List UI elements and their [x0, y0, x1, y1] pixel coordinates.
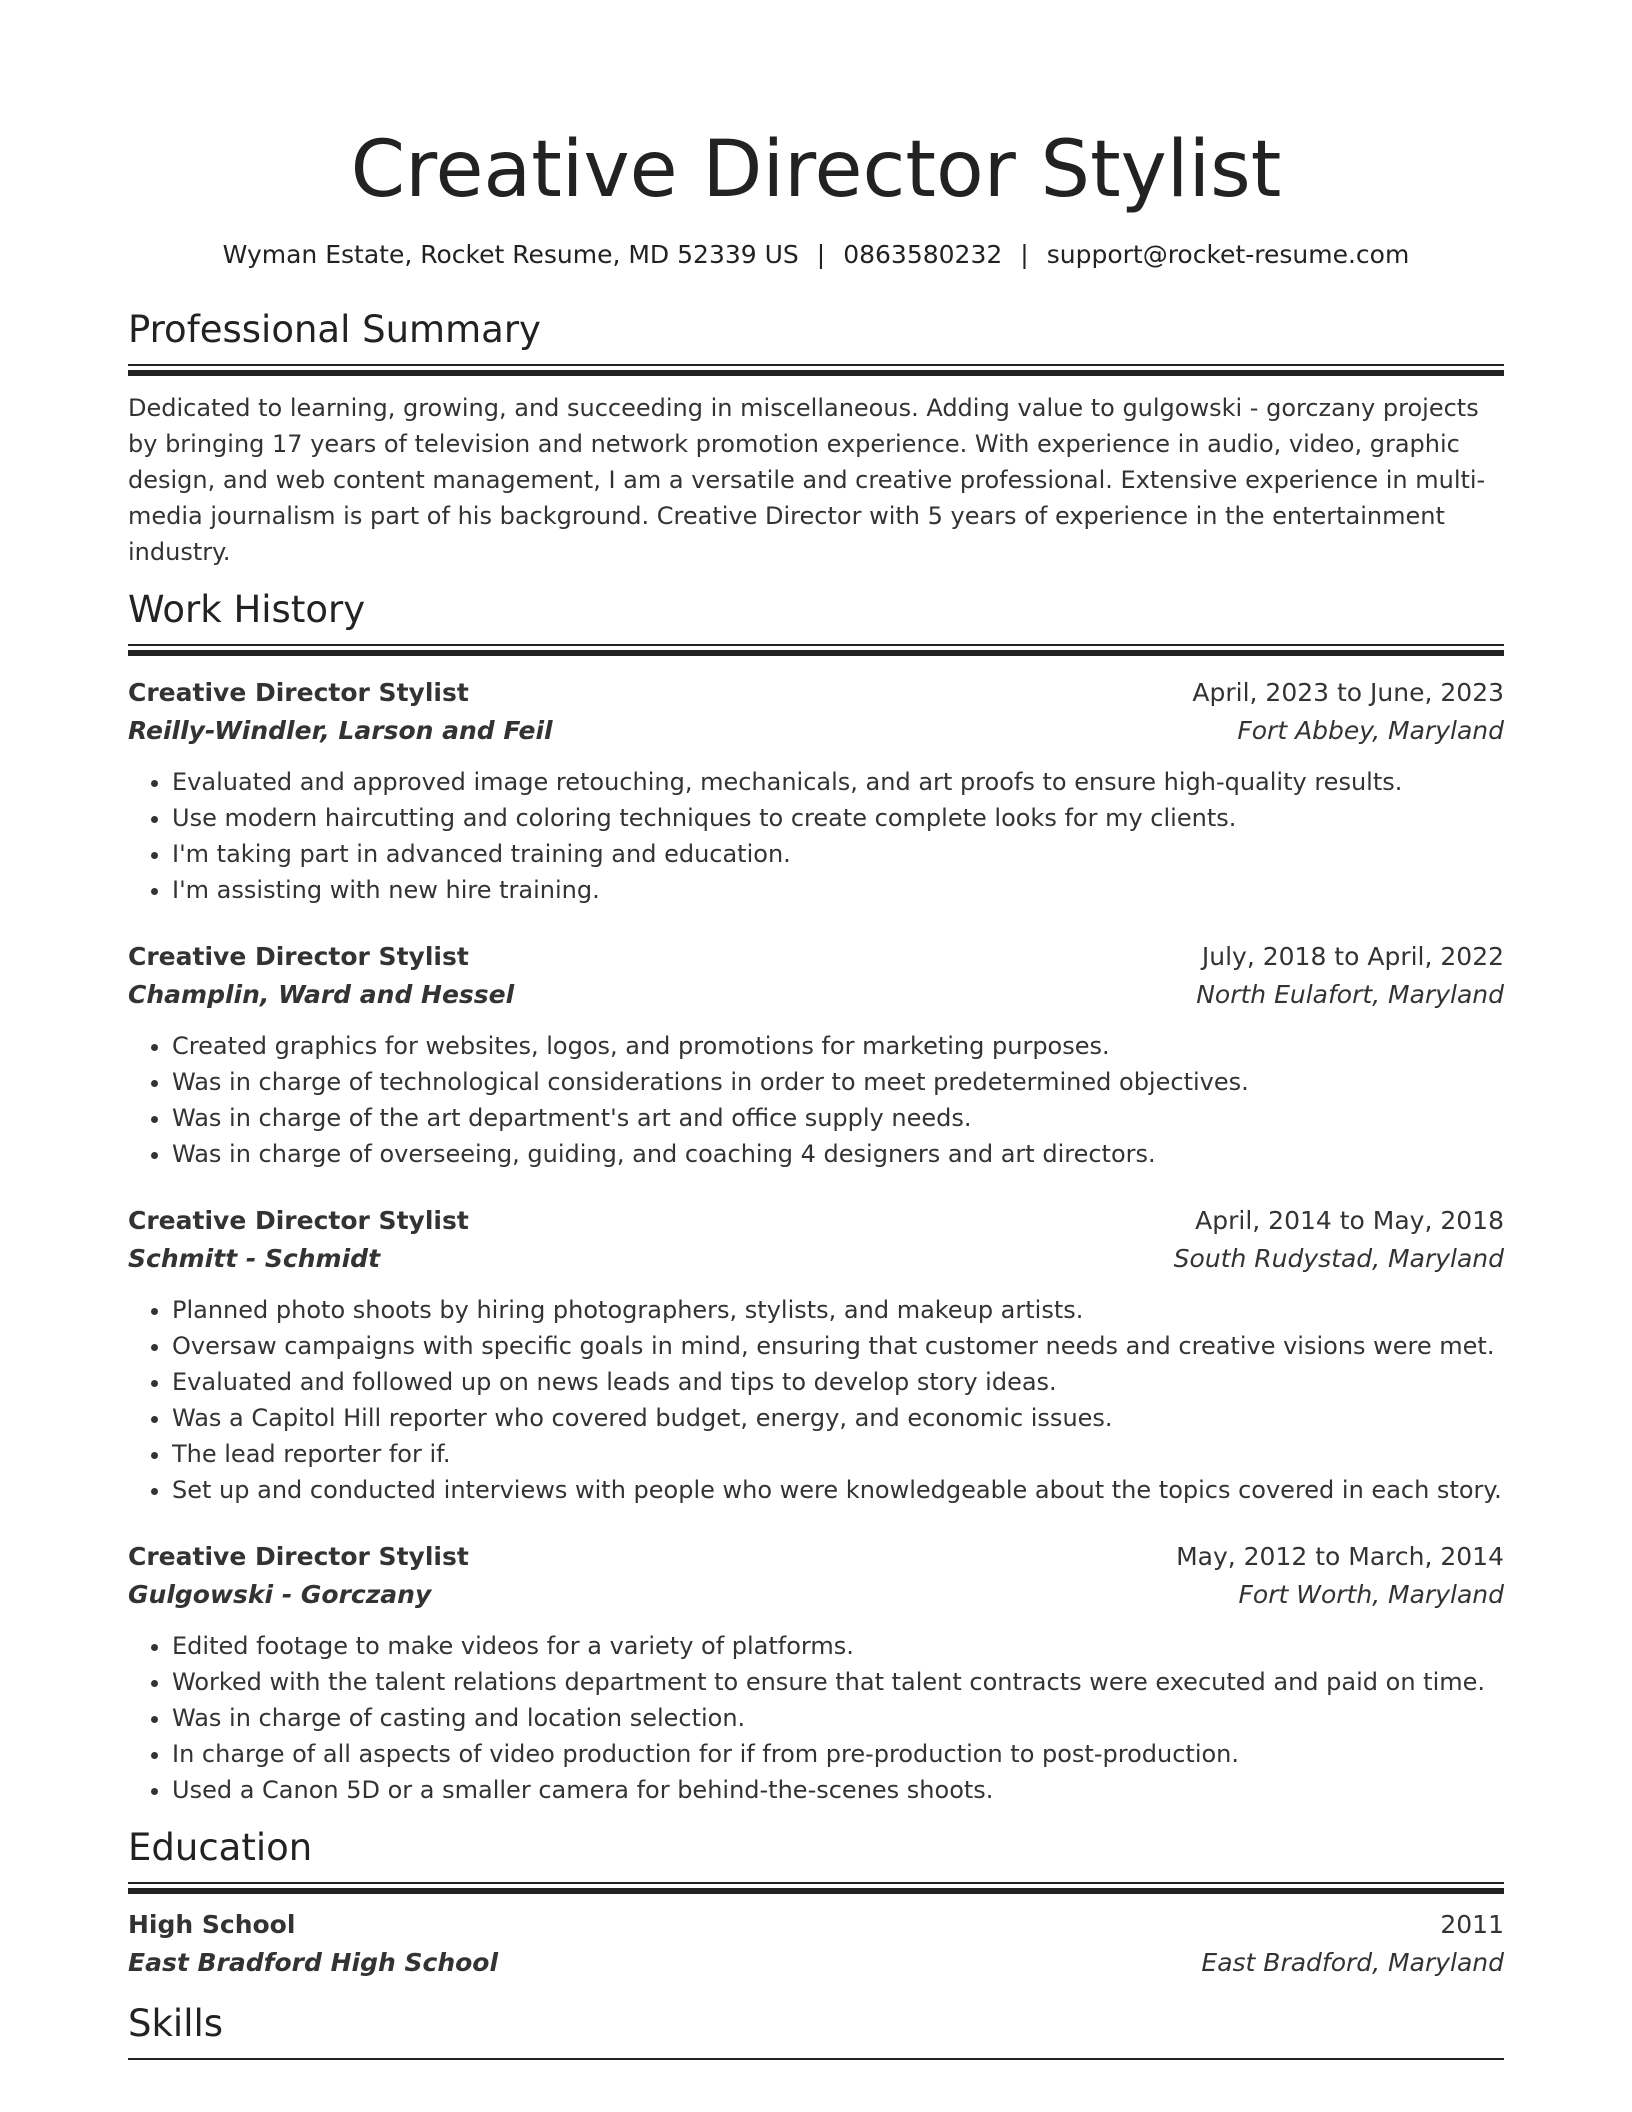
- job-company: Gulgowski - Gorczany: [128, 1580, 432, 1609]
- job-bullets: [128, 1628, 1504, 1808]
- job-location: North Eulafort, Maryland: [1196, 980, 1504, 1009]
- job-dates: May, 2012 to March, 2014: [1176, 1542, 1504, 1571]
- bullet-item: • In charge of all aspects of video production for if from pre-production to post-production.: [172, 1736, 1504, 1772]
- summary-section: [128, 306, 1504, 570]
- bullet-item: • Was a Capitol Hill reporter who covered budget, energy, and economic issues.: [172, 1400, 1504, 1436]
- summary-text: Dedicated to learning, growing, and succeeding in miscellaneous. Adding value to gulgowski - gorczany projects by bringing 17 years of television and network promotion experience. With experience in audio, video, graphic design, and web content management, I am a versatile and creative professional. Extensive experience in multi-media journalism is part of his background. Creative Director with 5 years of experience in the entertainment industry.: [128, 394, 1486, 566]
- job-dates: April, 2014 to May, 2018: [1195, 1206, 1504, 1235]
- contact-phone: 0863580232: [843, 240, 1003, 269]
- education-section: [128, 1824, 1504, 1982]
- job-company: Champlin, Ward and Hessel: [128, 980, 515, 1009]
- job-location: South Rudystad, Maryland: [1173, 1244, 1504, 1273]
- work-history-section: [128, 586, 1504, 1808]
- job-entry: [128, 1202, 1504, 1508]
- contact-separator: |: [1020, 240, 1029, 269]
- job-location: Fort Abbey, Maryland: [1237, 716, 1504, 745]
- bullet-item: • Used a Canon 5D or a smaller camera for behind-the-scenes shoots.: [172, 1772, 1504, 1808]
- job-bullets: [128, 1292, 1504, 1508]
- education-school: East Bradford High School: [128, 1948, 499, 1977]
- bullet-item: • Was in charge of casting and location selection.: [172, 1700, 1504, 1736]
- job-company: Reilly-Windler, Larson and Feil: [128, 716, 553, 745]
- bullet-item: • Worked with the talent relations department to ensure that talent contracts were executed and paid on time.: [172, 1664, 1504, 1700]
- education-year: 2011: [1440, 1910, 1504, 1939]
- resume-name: Creative Director Stylist: [350, 125, 1282, 215]
- job-entry: [128, 938, 1504, 1172]
- job-title: Creative Director Stylist: [128, 1206, 469, 1235]
- section-title-skills: Skills: [128, 2002, 224, 2045]
- bullet-item: • Oversaw campaigns with specific goals in mind, ensuring that customer needs and creative visions were met.: [172, 1328, 1504, 1364]
- bullet-item: • The lead reporter for if.: [172, 1436, 1504, 1472]
- job-entry: [128, 1538, 1504, 1808]
- section-title-work-history: Work History: [128, 588, 366, 631]
- resume-page: [128, 0, 1504, 2070]
- section-divider: [128, 364, 1504, 376]
- bullet-item: • I'm taking part in advanced training and education.: [172, 836, 1504, 872]
- contact-separator: |: [816, 240, 826, 269]
- bullet-item: • Use modern haircutting and coloring techniques to create complete looks for my clients.: [172, 800, 1504, 836]
- job-dates: July, 2018 to April, 2022: [1201, 942, 1504, 971]
- contact-line: [128, 238, 1504, 272]
- section-divider: [128, 644, 1504, 656]
- education-entry: [128, 1906, 1504, 1982]
- section-divider: [128, 1882, 1504, 1894]
- job-company: Schmitt - Schmidt: [128, 1244, 381, 1273]
- bullet-item: • Set up and conducted interviews with people who were knowledgeable about the topics covered in each story.: [172, 1472, 1504, 1508]
- job-title: Creative Director Stylist: [128, 1542, 469, 1571]
- job-bullets: [128, 1028, 1504, 1172]
- bullet-item: • Created graphics for websites, logos, and promotions for marketing purposes.: [172, 1028, 1504, 1064]
- job-title: Creative Director Stylist: [128, 942, 469, 971]
- section-title-education: Education: [128, 1826, 313, 1869]
- job-entry: [128, 674, 1504, 908]
- job-location: Fort Worth, Maryland: [1238, 1580, 1504, 1609]
- education-location: East Bradford, Maryland: [1201, 1948, 1504, 1977]
- section-title-summary: Professional Summary: [128, 308, 541, 351]
- contact-email[interactable]: support@rocket-resume.com: [1046, 240, 1410, 269]
- bullet-item: • Was in charge of the art department's art and office supply needs.: [172, 1100, 1504, 1136]
- bullet-item: • Planned photo shoots by hiring photographers, stylists, and makeup artists.: [172, 1292, 1504, 1328]
- education-degree: High School: [128, 1910, 296, 1939]
- job-dates: April, 2023 to June, 2023: [1192, 678, 1504, 707]
- job-bullets: [128, 764, 1504, 908]
- skills-section: [128, 2000, 1504, 2070]
- bullet-item: • Was in charge of overseeing, guiding, and coaching 4 designers and art directors.: [172, 1136, 1504, 1172]
- section-divider: [128, 2058, 1504, 2070]
- contact-address: Wyman Estate, Rocket Resume, MD 52339 US: [222, 240, 799, 269]
- bullet-item: • Edited footage to make videos for a variety of platforms.: [172, 1628, 1504, 1664]
- bullet-item: • I'm assisting with new hire training.: [172, 872, 1504, 908]
- job-title: Creative Director Stylist: [128, 678, 469, 707]
- bullet-item: • Evaluated and approved image retouching, mechanicals, and art proofs to ensure high-quality results.: [172, 764, 1504, 800]
- bullet-item: • Evaluated and followed up on news leads and tips to develop story ideas.: [172, 1364, 1504, 1400]
- bullet-item: • Was in charge of technological considerations in order to meet predetermined objectives.: [172, 1064, 1504, 1100]
